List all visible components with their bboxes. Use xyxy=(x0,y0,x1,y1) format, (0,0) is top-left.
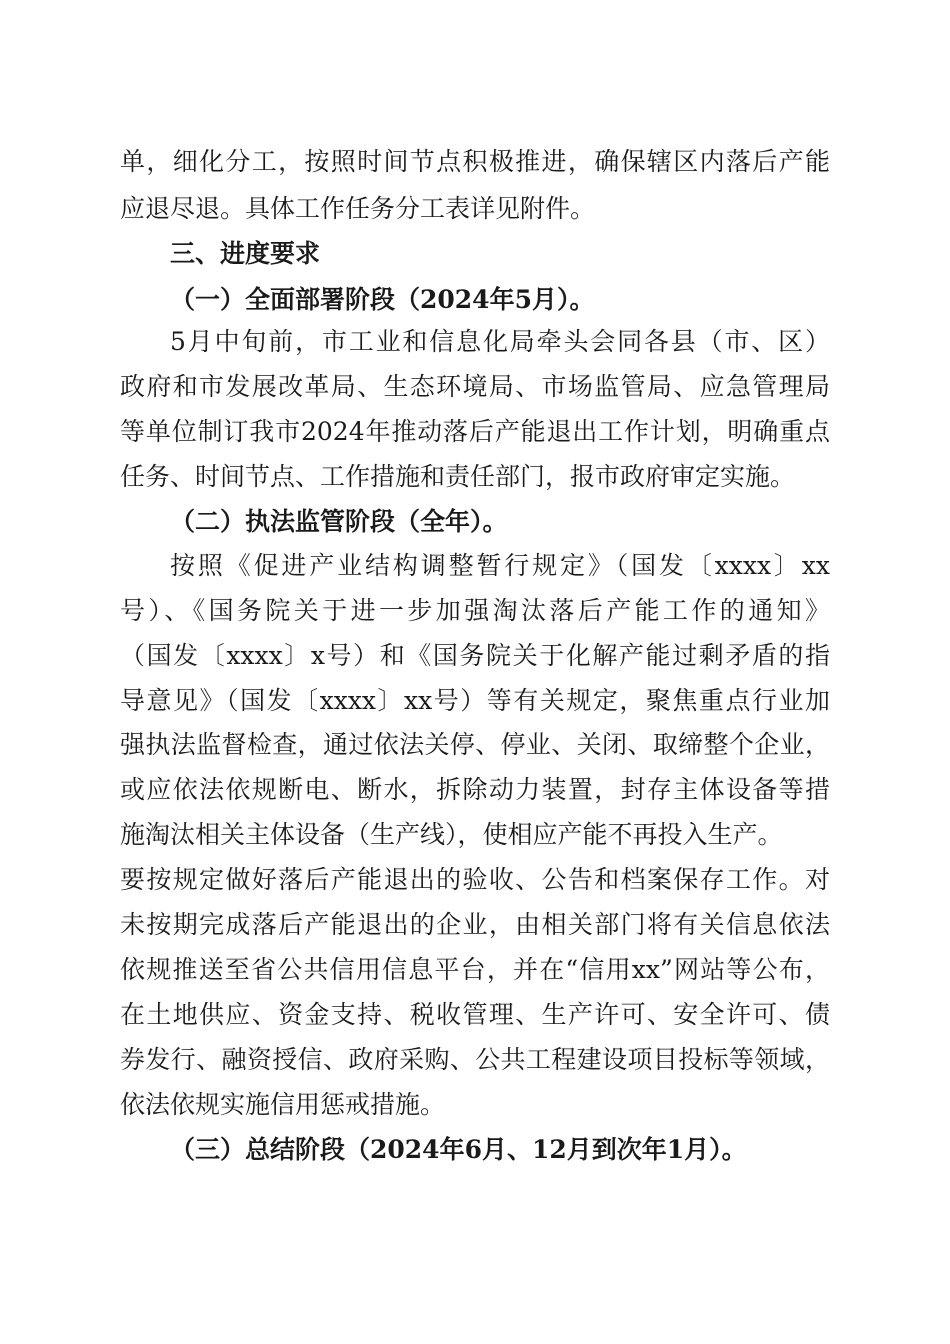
section-heading-3: 三、进度要求 xyxy=(170,239,321,268)
body-line-21: 券发行、融资授信、政府采购、公共工程建设项目投标等领域， xyxy=(120,1045,830,1074)
body-line-5: 5月中旬前，市工业和信息化局牵头会同各县（市、区） xyxy=(170,327,830,356)
subheading-stage-1: （一）全面部署阶段（2024年5月）。 xyxy=(170,285,595,314)
body-line-6: 政府和市发展改革局、生态环境局、市场监管局、应急管理局 xyxy=(120,372,830,401)
body-line-10: 按照《促进产业结构调整暂行规定》（国发〔xxxx〕xx xyxy=(170,551,830,580)
body-line-18: 未按期完成落后产能退出的企业，由相关部门将有关信息依法 xyxy=(120,910,830,939)
body-line-1: 单，细化分工，按照时间节点积极推进，确保辖区内落后产能 xyxy=(120,147,830,176)
body-line-7: 等单位制订我市2024年推动落后产能退出工作计划，明确重点 xyxy=(120,417,830,446)
body-line-12: （国发〔xxxx〕x号）和《国务院关于化解产能过剩矛盾的指 xyxy=(120,641,830,670)
subheading-stage-2: （二）执法监管阶段（全年）。 xyxy=(170,507,508,536)
body-line-11: 号）、《国务院关于进一步加强淘汰落后产能工作的通知》 xyxy=(120,596,830,625)
body-line-17: 要按规定做好落后产能退出的验收、公告和档案保存工作。对 xyxy=(120,865,830,894)
body-line-8: 任务、时间节点、工作措施和责任部门，报市政府审定实施。 xyxy=(120,462,796,491)
body-line-16: 施淘汰相关主体设备（生产线），使相应产能不再投入生产。 xyxy=(120,820,783,849)
body-line-19: 依规推送至省公共信用信息平台，并在“信用xx”网站等公布， xyxy=(120,955,830,984)
subheading-stage-3: （三）总结阶段（2024年6月、12月到次年1月）。 xyxy=(170,1135,747,1164)
body-line-20: 在土地供应、资金支持、税收管理、生产许可、安全许可、债 xyxy=(120,1000,830,1029)
body-line-13: 导意见》（国发〔xxxx〕xx号）等有关规定，聚焦重点行业加 xyxy=(120,686,830,715)
body-line-14: 强执法监督检查，通过依法关停、停业、关闭、取缔整个企业， xyxy=(120,730,830,759)
body-line-22: 依法依规实施信用惩戒措施。 xyxy=(120,1090,446,1119)
body-line-2: 应退尽退。具体工作任务分工表详见附件。 xyxy=(120,194,596,223)
body-line-15: 或应依法依规断电、断水，拆除动力装置，封存主体设备等措 xyxy=(120,775,830,804)
